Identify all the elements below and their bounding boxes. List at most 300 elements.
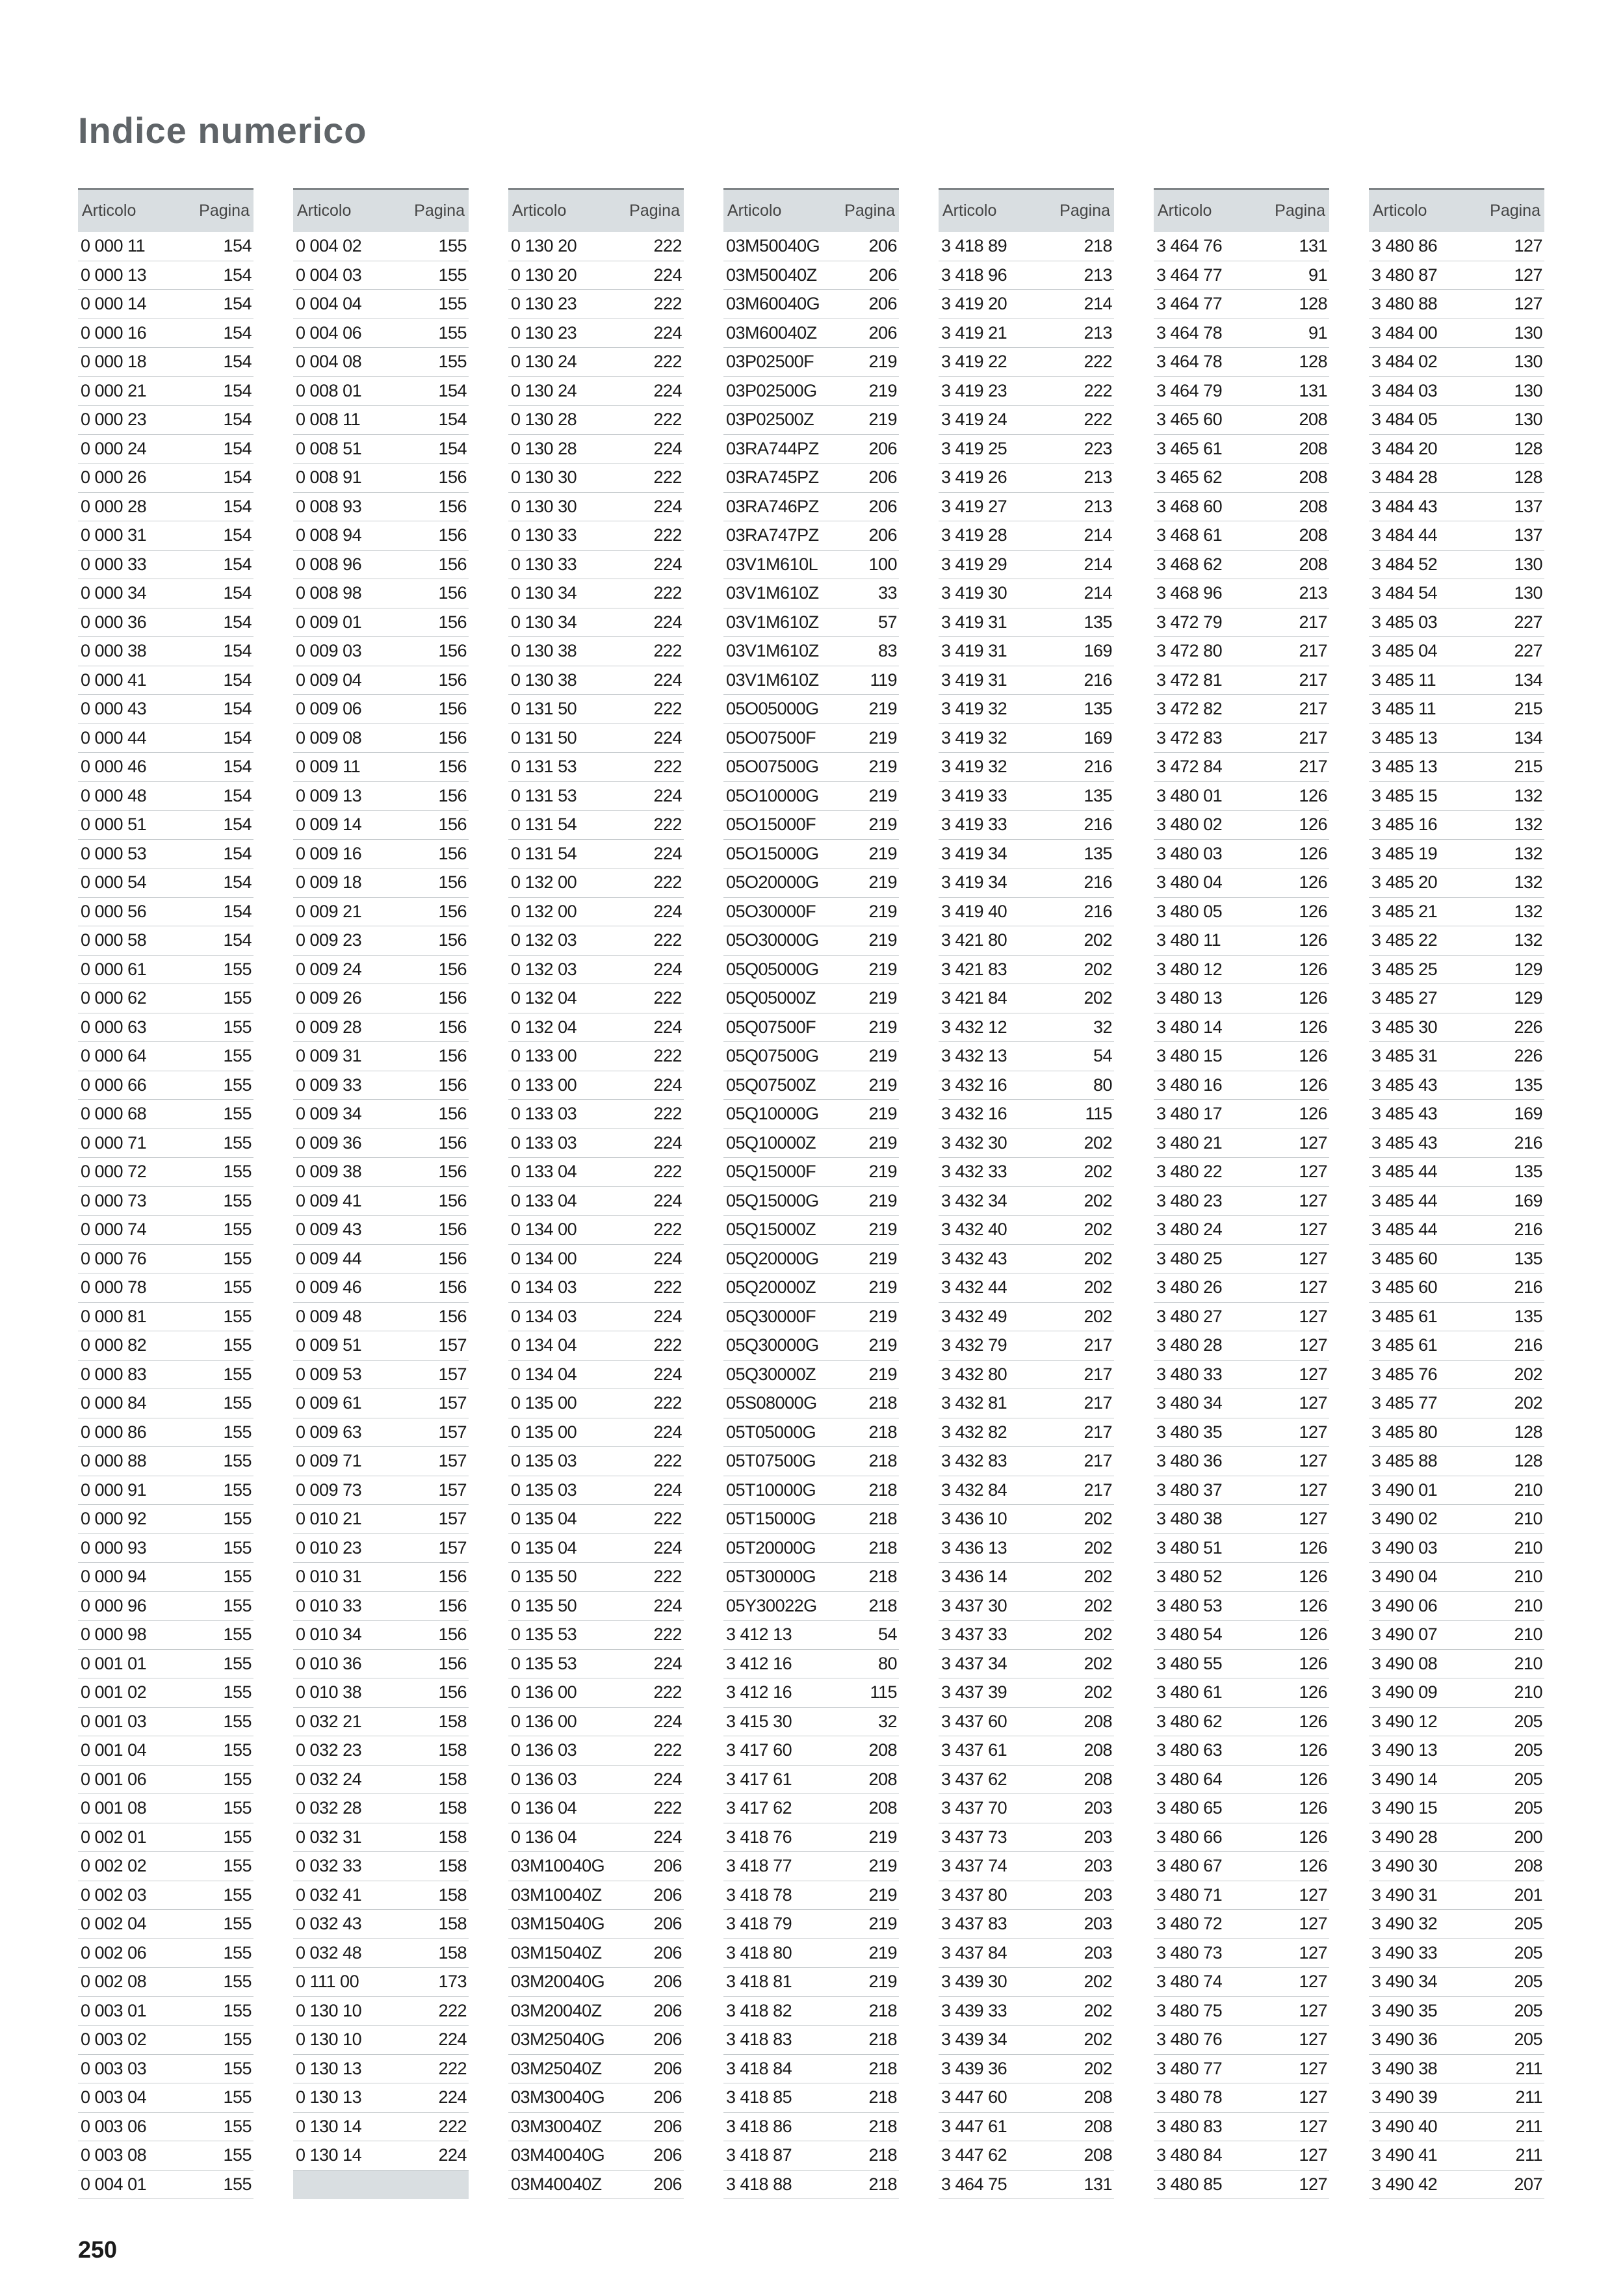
page-ref: 224 — [653, 1827, 682, 1847]
article-code: 3 432 33 — [941, 1162, 1007, 1182]
page-ref: 224 — [438, 2029, 467, 2050]
article-code: 3 490 33 — [1371, 1942, 1438, 1963]
index-row — [939, 1273, 1114, 1303]
page-ref: 214 — [1084, 525, 1112, 545]
article-code: 0 008 98 — [296, 583, 362, 603]
article-code: 3 485 61 — [1371, 1335, 1438, 1355]
page-ref: 213 — [1084, 265, 1112, 285]
index-row — [293, 1447, 469, 1476]
page-ref: 217 — [1084, 1393, 1112, 1413]
page-ref: 127 — [1299, 2145, 1327, 2165]
column-header — [1154, 188, 1329, 232]
page-ref: 157 — [438, 1537, 467, 1558]
article-code: 3 418 83 — [726, 2029, 792, 2050]
index-row — [1154, 1389, 1329, 1418]
page-ref: 219 — [868, 1132, 897, 1153]
article-code: 0 130 24 — [511, 380, 577, 400]
index-row — [78, 290, 253, 319]
page-ref: 127 — [1299, 1190, 1327, 1210]
index-row — [293, 1678, 469, 1708]
page-ref: 156 — [438, 1595, 467, 1615]
page-ref: 219 — [868, 1075, 897, 1095]
page-number: 250 — [78, 2236, 118, 2263]
article-code: 0 009 18 — [296, 872, 362, 893]
article-code: 3 490 35 — [1371, 2000, 1438, 2020]
article-code: 3 485 03 — [1371, 612, 1438, 632]
index-row — [723, 435, 899, 464]
index-row — [939, 1361, 1114, 1390]
article-code: 0 135 50 — [511, 1595, 577, 1615]
index-row — [508, 377, 684, 406]
page-ref: 156 — [438, 872, 467, 893]
index-row — [1369, 261, 1544, 291]
article-code: 3 419 32 — [941, 699, 1007, 719]
article-code: 3 437 70 — [941, 1798, 1007, 1818]
article-code: 3 490 13 — [1371, 1740, 1438, 1760]
article-code: 0 130 10 — [296, 2000, 362, 2020]
page-ref: 217 — [1299, 727, 1327, 748]
index-row — [1369, 1881, 1544, 1911]
index-row — [1154, 1331, 1329, 1361]
index-row — [939, 1621, 1114, 1650]
index-row — [78, 1013, 253, 1043]
page-ref: 135 — [1514, 1306, 1542, 1326]
index-row — [78, 2113, 253, 2142]
index-row — [723, 1997, 899, 2026]
page-ref: 208 — [1084, 2145, 1112, 2165]
index-rows — [1369, 232, 1544, 2199]
index-row — [293, 898, 469, 927]
page-ref: 134 — [1514, 670, 1542, 690]
page-ref: 222 — [1084, 352, 1112, 372]
index-column-3 — [508, 188, 684, 2199]
article-code: 3 480 38 — [1156, 1509, 1223, 1529]
article-code: 03M10040Z — [511, 1885, 602, 1905]
article-code: 3 419 28 — [941, 525, 1007, 545]
article-code: 0 111 00 — [296, 1972, 359, 1992]
page-ref: 208 — [1084, 1740, 1112, 1760]
index-row — [293, 377, 469, 406]
article-code: 3 437 60 — [941, 1711, 1007, 1731]
article-code: 03M40040Z — [511, 2174, 602, 2194]
index-row — [1369, 1389, 1544, 1418]
index-row — [78, 2141, 253, 2171]
index-row — [939, 1013, 1114, 1043]
page-ref: 222 — [653, 930, 682, 950]
article-code: 0 130 28 — [511, 410, 577, 430]
page-ref: 210 — [1514, 1595, 1542, 1615]
article-code: 3 432 34 — [941, 1190, 1007, 1210]
page-ref: 156 — [438, 1277, 467, 1298]
article-code: 0 010 38 — [296, 1682, 362, 1702]
article-code: 0 008 51 — [296, 438, 362, 458]
article-code: 03P02500G — [726, 380, 817, 400]
article-code: 3 485 20 — [1371, 872, 1438, 893]
index-row — [78, 1563, 253, 1592]
index-row — [78, 666, 253, 696]
article-code: 3 480 28 — [1156, 1335, 1223, 1355]
index-row — [508, 666, 684, 696]
index-row — [78, 1678, 253, 1708]
article-code: 0 133 00 — [511, 1046, 577, 1066]
article-code: 3 485 88 — [1371, 1451, 1438, 1471]
index-row — [1154, 1968, 1329, 1997]
article-code: 3 436 10 — [941, 1509, 1007, 1529]
page-ref: 154 — [223, 467, 252, 488]
page-ref: 227 — [1514, 641, 1542, 661]
page-ref: 208 — [1299, 554, 1327, 574]
article-code: 0 001 06 — [81, 1769, 147, 1789]
index-row — [1369, 521, 1544, 551]
index-row — [508, 898, 684, 927]
page-ref: 217 — [1084, 1364, 1112, 1384]
article-code: 3 419 23 — [941, 380, 1007, 400]
page-ref: 154 — [223, 294, 252, 314]
page-ref: 219 — [868, 1972, 897, 1992]
index-row — [1369, 1678, 1544, 1708]
page-ref: 154 — [223, 872, 252, 893]
article-code: 05O30000F — [726, 901, 816, 921]
article-code: 0 009 46 — [296, 1277, 362, 1298]
index-row — [78, 2171, 253, 2200]
index-row — [723, 551, 899, 580]
article-code: 3 485 16 — [1371, 815, 1438, 835]
index-row — [723, 1158, 899, 1187]
index-row — [508, 348, 684, 377]
article-code: 3 432 83 — [941, 1451, 1007, 1471]
page-ref: 211 — [1515, 2058, 1542, 2078]
index-row — [293, 1708, 469, 1737]
article-code: 0 000 63 — [81, 1017, 147, 1037]
index-row — [1369, 1736, 1544, 1766]
index-row — [508, 695, 684, 724]
index-row — [723, 1910, 899, 1939]
page-ref: 202 — [1084, 1537, 1112, 1558]
page-ref: 216 — [1084, 872, 1112, 893]
page-ref: 210 — [1514, 1567, 1542, 1587]
index-row — [723, 984, 899, 1013]
article-code: 0 000 62 — [81, 988, 147, 1008]
page-ref: 126 — [1299, 1798, 1327, 1818]
page-ref: 205 — [1514, 1914, 1542, 1934]
article-code: 0 000 92 — [81, 1509, 147, 1529]
index-row — [1154, 2171, 1329, 2200]
index-row — [78, 1216, 253, 1245]
article-code: 05Q30000F — [726, 1306, 816, 1326]
article-code: 3 490 15 — [1371, 1798, 1438, 1818]
article-code: 0 133 03 — [511, 1132, 577, 1153]
index-row — [1154, 2113, 1329, 2142]
page-ref: 202 — [1084, 988, 1112, 1008]
index-row — [1369, 1563, 1544, 1592]
page-ref: 155 — [223, 1856, 252, 1876]
index-row — [1369, 1129, 1544, 1158]
article-code: 3 480 22 — [1156, 1162, 1223, 1182]
page-ref: 210 — [1514, 1509, 1542, 1529]
page-ref: 158 — [438, 1711, 467, 1731]
article-code: 0 000 82 — [81, 1335, 147, 1355]
page-ref: 217 — [1299, 670, 1327, 690]
index-row — [508, 1245, 684, 1274]
index-row — [723, 1303, 899, 1332]
index-row — [1369, 1968, 1544, 1997]
article-code: 3 464 76 — [1156, 236, 1223, 256]
page-ref: 222 — [653, 1798, 682, 1818]
index-row — [939, 1042, 1114, 1071]
page-ref: 157 — [438, 1509, 467, 1529]
article-code: 3 447 62 — [941, 2145, 1007, 2165]
article-code: 3 464 78 — [1156, 352, 1223, 372]
index-row — [1154, 463, 1329, 493]
page-ref: 127 — [1299, 1335, 1327, 1355]
article-code: 05T07500G — [726, 1451, 816, 1471]
page-ref: 213 — [1084, 496, 1112, 516]
page-ref: 154 — [223, 901, 252, 921]
page-ref: 154 — [223, 236, 252, 256]
page-ref: 126 — [1299, 1682, 1327, 1702]
index-row — [293, 435, 469, 464]
article-code: 0 130 34 — [511, 583, 577, 603]
page-ref: 156 — [438, 496, 467, 516]
page-ref: 215 — [1514, 699, 1542, 719]
page-ref: 127 — [1299, 2087, 1327, 2107]
article-code: 3 468 96 — [1156, 583, 1223, 603]
column-header — [723, 188, 899, 232]
article-code: 3 439 36 — [941, 2058, 1007, 2078]
page-ref: 222 — [653, 641, 682, 661]
article-code: 0 134 04 — [511, 1335, 577, 1355]
article-code: 0 000 31 — [81, 525, 147, 545]
article-code: 3 480 01 — [1156, 785, 1223, 805]
page-ref: 126 — [1299, 872, 1327, 893]
article-code: 3 485 27 — [1371, 988, 1438, 1008]
index-row — [78, 1736, 253, 1766]
article-code: 3 490 39 — [1371, 2087, 1438, 2107]
page-ref: 155 — [223, 988, 252, 1008]
page-ref: 155 — [223, 1567, 252, 1587]
index-row — [939, 1245, 1114, 1274]
article-code: 3 432 79 — [941, 1335, 1007, 1355]
index-row — [723, 637, 899, 666]
page-ref: 224 — [653, 1537, 682, 1558]
index-row — [293, 1361, 469, 1390]
article-code: 0 000 78 — [81, 1277, 147, 1298]
page-ref: 155 — [223, 1017, 252, 1037]
page-ref: 224 — [653, 1132, 682, 1153]
article-code: 0 130 20 — [511, 265, 577, 285]
article-code: 0 000 34 — [81, 583, 147, 603]
index-row — [1369, 782, 1544, 811]
article-code: 05Q30000Z — [726, 1364, 816, 1384]
index-row — [939, 1505, 1114, 1534]
page-ref: 54 — [1093, 1046, 1112, 1066]
article-code: 0 130 14 — [296, 2116, 362, 2136]
article-code: 0 136 04 — [511, 1827, 577, 1847]
index-row — [78, 261, 253, 291]
page-ref: 157 — [438, 1393, 467, 1413]
article-code: 0 135 04 — [511, 1509, 577, 1529]
header-article: Articolo — [1373, 202, 1427, 220]
header-article: Articolo — [727, 202, 782, 220]
index-row — [1154, 348, 1329, 377]
index-row — [1154, 1534, 1329, 1563]
index-row — [293, 1592, 469, 1621]
article-code: 3 480 23 — [1156, 1190, 1223, 1210]
index-row — [78, 1158, 253, 1187]
article-code: 3 480 04 — [1156, 872, 1223, 893]
index-row — [1369, 1505, 1544, 1534]
index-column-1 — [78, 188, 253, 2199]
index-row — [939, 2113, 1114, 2142]
page-ref: 126 — [1299, 988, 1327, 1008]
index-row — [293, 1621, 469, 1650]
page-ref: 201 — [1514, 1885, 1542, 1905]
page-ref: 155 — [438, 265, 467, 285]
header-page: Pagina — [844, 202, 895, 220]
index-row — [723, 1678, 899, 1708]
index-row — [939, 811, 1114, 840]
index-row — [939, 1303, 1114, 1332]
article-code: 3 490 31 — [1371, 1885, 1438, 1905]
article-code: 0 008 91 — [296, 467, 362, 488]
page-ref: 128 — [1514, 467, 1542, 488]
page-ref: 219 — [868, 1335, 897, 1355]
page-ref: 224 — [653, 322, 682, 343]
page-ref: 222 — [653, 1451, 682, 1471]
page-ref: 154 — [223, 930, 252, 950]
page-ref: 156 — [438, 988, 467, 1008]
page-ref: 219 — [868, 1162, 897, 1182]
page-ref: 126 — [1299, 901, 1327, 921]
index-row — [293, 551, 469, 580]
page-ref: 208 — [868, 1740, 897, 1760]
page-ref: 115 — [870, 1682, 897, 1702]
index-row — [508, 1071, 684, 1101]
page-ref: 154 — [223, 641, 252, 661]
article-code: 3 480 77 — [1156, 2058, 1223, 2078]
article-code: 0 130 28 — [511, 438, 577, 458]
page-ref: 217 — [1299, 612, 1327, 632]
index-row — [723, 261, 899, 291]
index-row — [78, 695, 253, 724]
page-ref: 222 — [653, 1509, 682, 1529]
article-code: 0 000 91 — [81, 1480, 147, 1500]
index-row — [723, 1592, 899, 1621]
index-row — [508, 1418, 684, 1448]
index-row — [939, 435, 1114, 464]
page-ref: 154 — [223, 525, 252, 545]
page-ref: 224 — [653, 959, 682, 979]
page-ref: 132 — [1514, 872, 1542, 893]
article-code: 3 480 88 — [1371, 294, 1438, 314]
page-ref: 126 — [1299, 1104, 1327, 1124]
page-ref: 155 — [223, 2058, 252, 2078]
index-row — [723, 1534, 899, 1563]
page-ref: 224 — [653, 612, 682, 632]
index-row — [723, 1042, 899, 1071]
page-ref: 32 — [1093, 1017, 1112, 1037]
article-code: 3 480 86 — [1371, 236, 1438, 256]
index-row — [508, 1361, 684, 1390]
article-code: 05O07500G — [726, 757, 819, 777]
page-ref: 224 — [653, 496, 682, 516]
page-ref: 154 — [223, 265, 252, 285]
index-rows — [723, 232, 899, 2199]
index-row — [1154, 1505, 1329, 1534]
header-article: Articolo — [82, 202, 136, 220]
page-ref: 156 — [438, 1046, 467, 1066]
article-code: 0 134 00 — [511, 1220, 577, 1240]
index-row — [293, 261, 469, 291]
page-ref: 127 — [1299, 2000, 1327, 2020]
page-ref: 219 — [868, 1914, 897, 1934]
article-code: 0 134 03 — [511, 1277, 577, 1298]
page-ref: 224 — [653, 1653, 682, 1673]
page-ref: 224 — [653, 1422, 682, 1442]
page-ref: 155 — [223, 1653, 252, 1673]
index-row — [939, 637, 1114, 666]
page-ref: 222 — [653, 1277, 682, 1298]
article-code: 3 418 86 — [726, 2116, 792, 2136]
index-row — [1369, 1910, 1544, 1939]
index-row — [723, 695, 899, 724]
index-row — [1154, 1476, 1329, 1506]
article-code: 3 432 44 — [941, 1277, 1007, 1298]
page-ref: 156 — [438, 959, 467, 979]
index-row — [939, 1100, 1114, 1129]
article-code: 0 130 33 — [511, 525, 577, 545]
index-row — [293, 2055, 469, 2084]
page-ref: 156 — [438, 612, 467, 632]
page-ref: 206 — [868, 322, 897, 343]
page-ref: 219 — [868, 727, 897, 748]
page-ref: 215 — [1514, 757, 1542, 777]
page-ref: 132 — [1514, 785, 1542, 805]
page-ref: 206 — [868, 438, 897, 458]
page-ref: 127 — [1299, 1422, 1327, 1442]
page-ref: 205 — [1514, 1798, 1542, 1818]
page-ref: 156 — [438, 1017, 467, 1037]
article-code: 3 418 77 — [726, 1856, 792, 1876]
article-code: 3 480 78 — [1156, 2087, 1223, 2107]
article-code: 05Q07500F — [726, 1017, 816, 1037]
article-code: 0 008 93 — [296, 496, 362, 516]
index-row — [508, 232, 684, 261]
index-row — [293, 868, 469, 898]
page-ref: 155 — [223, 2116, 252, 2136]
article-code: 3 485 15 — [1371, 785, 1438, 805]
index-row — [1154, 926, 1329, 956]
page-ref: 126 — [1299, 930, 1327, 950]
page-ref: 219 — [868, 785, 897, 805]
page-ref: 154 — [223, 438, 252, 458]
article-code: 3 419 31 — [941, 612, 1007, 632]
index-row — [293, 608, 469, 638]
page-ref: 208 — [1084, 2087, 1112, 2107]
index-row — [78, 1447, 253, 1476]
article-code: 3 432 13 — [941, 1046, 1007, 1066]
index-row — [723, 2141, 899, 2171]
article-code: 3 490 30 — [1371, 1856, 1438, 1876]
index-row — [78, 1592, 253, 1621]
article-code: 0 004 04 — [296, 294, 362, 314]
index-row — [1154, 290, 1329, 319]
page-ref: 211 — [1515, 2087, 1542, 2107]
page-ref: 223 — [1084, 438, 1112, 458]
article-code: 0 009 33 — [296, 1075, 362, 1095]
page-ref: 218 — [868, 1480, 897, 1500]
index-row — [939, 2171, 1114, 2200]
